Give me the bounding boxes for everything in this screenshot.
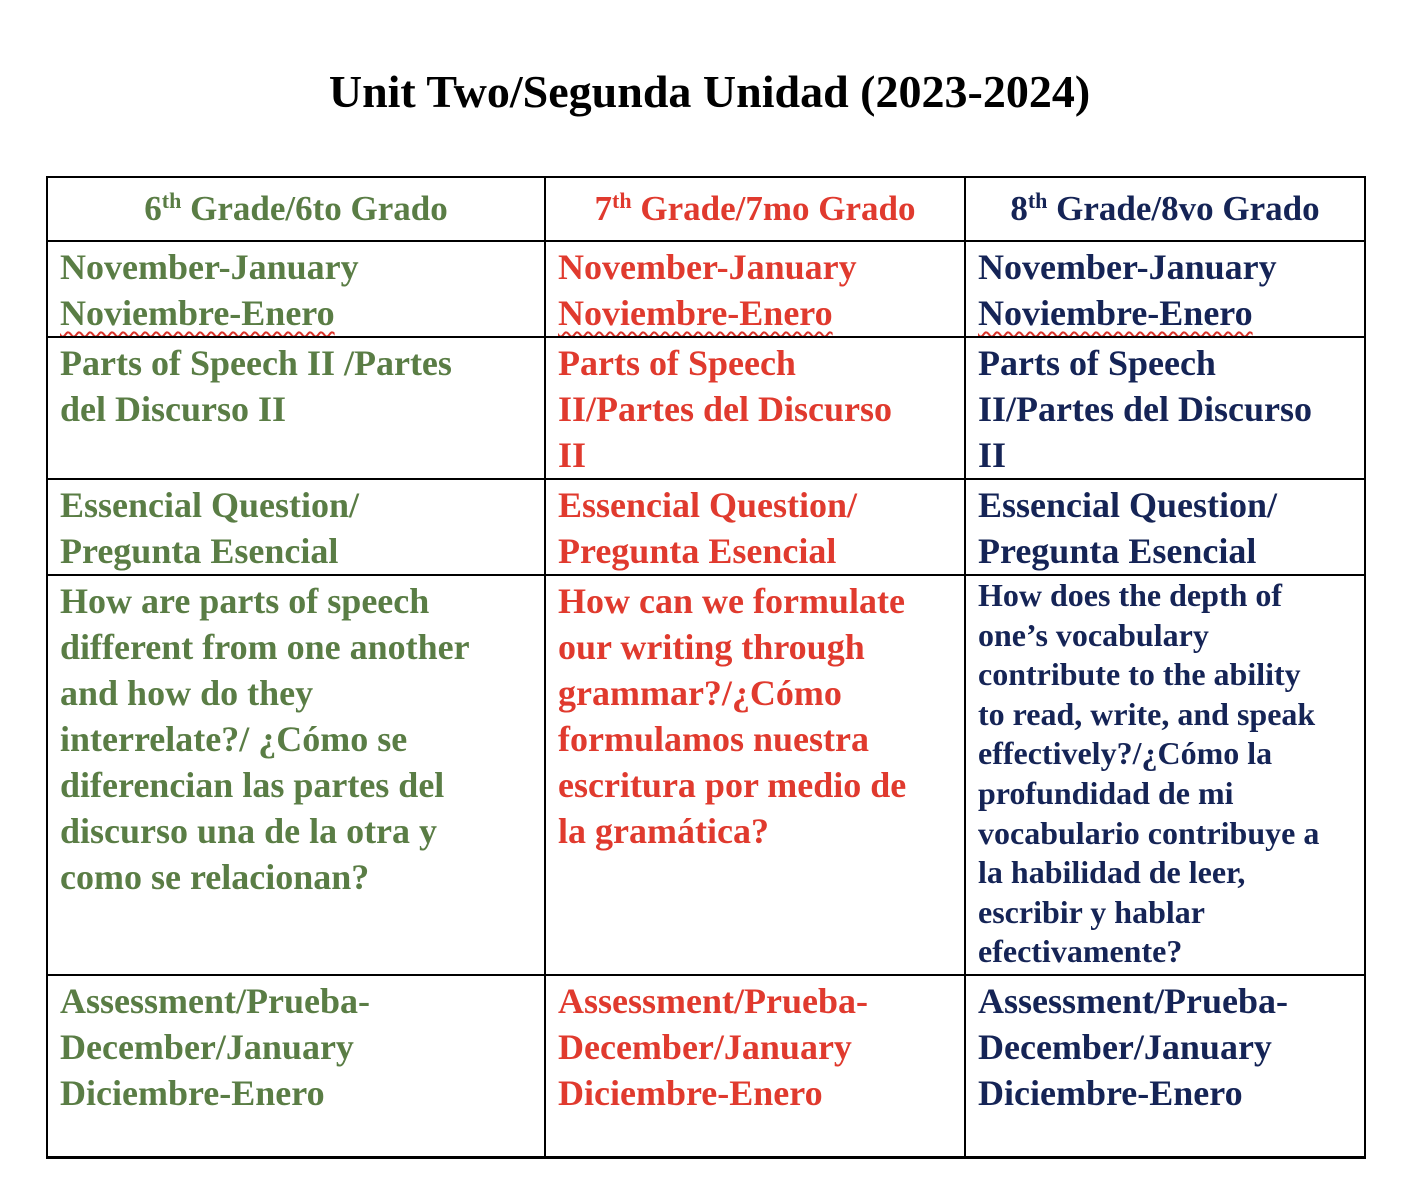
- question-line: our writing through: [558, 627, 865, 667]
- eq-spanish: Pregunta Esencial: [978, 531, 1257, 571]
- assessment-line: Assessment/Prueba-: [60, 981, 370, 1021]
- grade-8-header: [965, 177, 1365, 241]
- grade-number: 7: [594, 189, 613, 228]
- question-line: como se relacionan?: [60, 857, 370, 897]
- grade-6-eq-label: [47, 479, 545, 575]
- question-line: efectivamente?: [978, 933, 1183, 970]
- topic-line: Parts of Speech: [978, 343, 1216, 383]
- assessment-line: Diciembre-Enero: [978, 1073, 1243, 1113]
- assessment-line: Diciembre-Enero: [60, 1073, 325, 1113]
- assessment-line: December/January: [978, 1027, 1272, 1067]
- question-line: la gramática?: [558, 811, 769, 851]
- grade-8-dates: [965, 241, 1365, 337]
- question-line: escritura por medio de: [558, 765, 907, 805]
- eq-english: Essencial Question/: [60, 485, 360, 525]
- question-line: and how do they: [60, 673, 314, 713]
- grade-6-topic: [47, 337, 545, 479]
- topic-line: II/Partes del Discurso: [978, 389, 1312, 429]
- dates-row: [47, 241, 1365, 337]
- question-line: diferencian las partes del: [60, 765, 445, 805]
- eq-spanish: Pregunta Esencial: [60, 531, 339, 571]
- eq-english: Essencial Question/: [558, 485, 858, 525]
- essential-question-row: [47, 575, 1365, 975]
- eq-english: Essencial Question/: [978, 485, 1278, 525]
- grade-header-row: [47, 177, 1365, 241]
- grade-8-eq-label: [965, 479, 1365, 575]
- question-line: la habilidad de leer,: [978, 854, 1246, 891]
- topic-line: del Discurso II: [60, 389, 287, 429]
- eq-spanish: Pregunta Esencial: [558, 531, 837, 571]
- dates-english: November-January: [558, 247, 857, 287]
- grade-ordinal: th: [1027, 188, 1048, 213]
- question-line: vocabulario contribuye a: [978, 814, 1320, 851]
- grade-6-assessment: [47, 975, 545, 1157]
- grade-7-eq-label: [545, 479, 965, 575]
- grade-7-question: [545, 575, 965, 975]
- assessment-row: [47, 975, 1365, 1157]
- grade-8-assessment: [965, 975, 1365, 1157]
- question-line: profundidad de mi: [978, 774, 1234, 811]
- topic-line: II/Partes del Discurso: [558, 389, 892, 429]
- question-line: escribir y hablar: [978, 893, 1205, 930]
- grade-8-topic: [965, 337, 1365, 479]
- question-line: different from one another: [60, 627, 470, 667]
- question-line: How are parts of speech: [60, 581, 430, 621]
- grade-6-header: [47, 177, 545, 241]
- question-line: effectively?/¿Cómo la: [978, 735, 1273, 772]
- question-line: discurso una de la otra y: [60, 811, 438, 851]
- question-line: contribute to the ability: [978, 656, 1301, 693]
- topic-line: II: [978, 435, 1007, 475]
- document-title: Unit Two/Segunda Unidad (2023-2024): [328, 66, 1091, 117]
- question-line: How does the depth of: [978, 577, 1283, 613]
- question-line: grammar?/¿Cómo: [558, 673, 842, 713]
- dates-spanish: Noviembre-Enero: [558, 293, 833, 333]
- assessment-line: Assessment/Prueba-: [558, 981, 868, 1021]
- grade-8-question: [965, 575, 1365, 975]
- question-line: interrelate?/ ¿Cómo se: [60, 719, 408, 759]
- grade-6-dates: [47, 241, 545, 337]
- grade-ordinal: th: [612, 188, 632, 213]
- grade-number: 6: [144, 189, 162, 228]
- question-line: to read, write, and speak: [978, 695, 1316, 732]
- grade-label: Grade/8vo Grado: [1047, 189, 1320, 228]
- grade-6-question: [47, 575, 545, 975]
- grade-label: Grade/6to Grado: [181, 189, 448, 228]
- question-line: formulamos nuestra: [558, 719, 869, 759]
- dates-english: November-January: [978, 247, 1277, 287]
- topic-line: II: [558, 435, 587, 475]
- grade-number: 8: [1010, 189, 1028, 228]
- question-line: How can we formulate: [558, 581, 905, 621]
- topic-line: Parts of Speech: [558, 343, 796, 383]
- assessment-line: December/January: [60, 1027, 354, 1067]
- dates-english: November-January: [60, 247, 359, 287]
- essential-question-label-row: [47, 479, 1365, 575]
- grade-7-header: [545, 177, 965, 241]
- assessment-line: December/January: [558, 1027, 852, 1067]
- assessment-line: Assessment/Prueba-: [978, 981, 1288, 1021]
- question-line: one’s vocabulary: [978, 616, 1209, 653]
- grade-label: Grade/7mo Grado: [631, 189, 916, 228]
- unit-table: [46, 176, 1366, 1159]
- topic-line: Parts of Speech II /Partes: [60, 343, 452, 383]
- grade-7-dates: [545, 241, 965, 337]
- dates-spanish: Noviembre-Enero: [60, 293, 335, 333]
- grade-7-assessment: [545, 975, 965, 1157]
- grade-ordinal: th: [161, 188, 182, 213]
- grade-7-topic: [545, 337, 965, 479]
- dates-spanish: Noviembre-Enero: [978, 293, 1253, 333]
- topic-row: [47, 337, 1365, 479]
- assessment-line: Diciembre-Enero: [558, 1073, 823, 1113]
